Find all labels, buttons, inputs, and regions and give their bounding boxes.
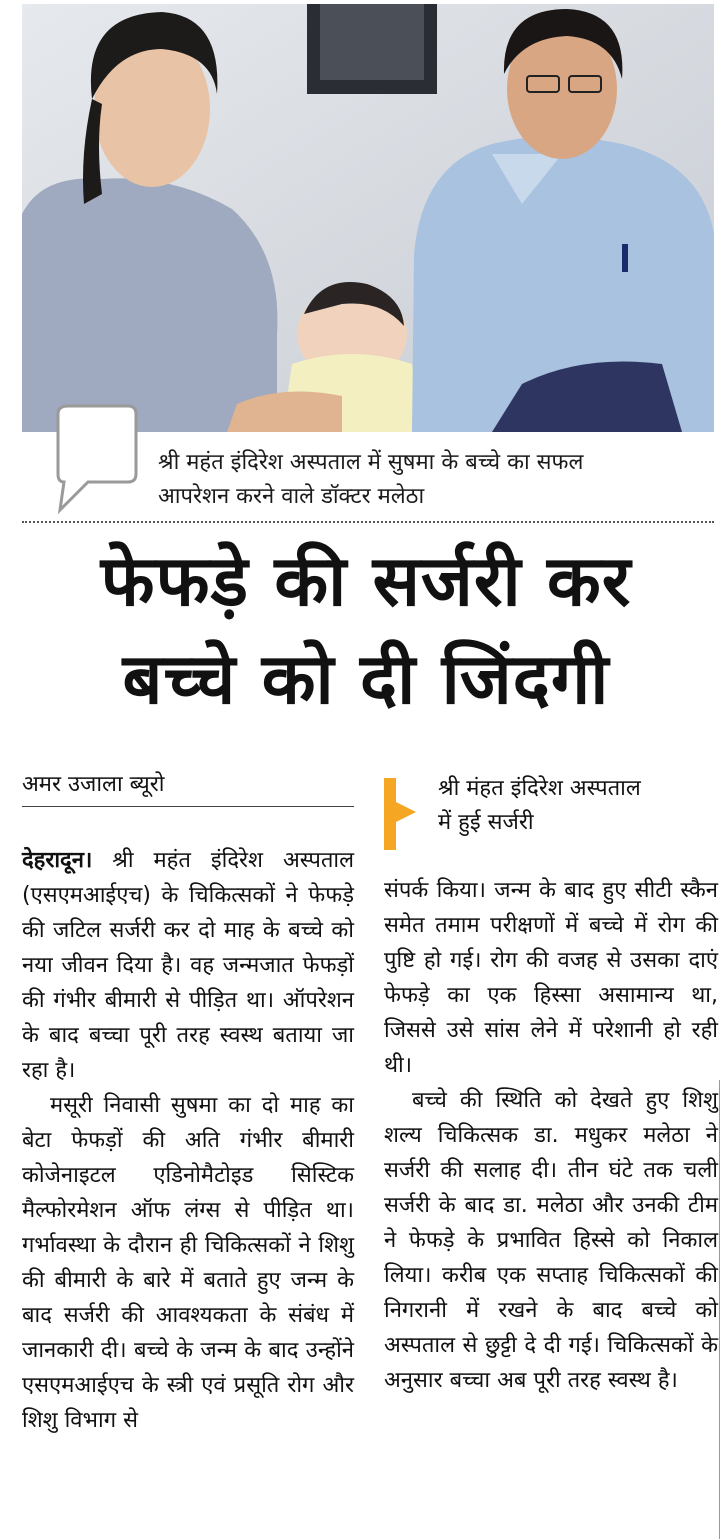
accent-bar-icon (382, 778, 422, 850)
speech-bubble-icon (54, 402, 140, 514)
section-divider (22, 521, 714, 523)
subheading-box (382, 772, 718, 852)
dateline: देहरादून। (22, 848, 93, 873)
subheading (438, 772, 718, 840)
news-photo (22, 4, 714, 432)
headline (16, 532, 716, 728)
article-paragraph-1-text: श्री महंत इंदिरेश अस्पताल (एसएमआईएच) के चिकित्सकों ने फेफड़े की जटिल सर्जरी कर दो माह के बच्चे को नया जीवन दिया है। वह जन्मजात फेफड़ों की गंभीर बीमारी से पीड़ित था। ऑपरेशन के बाद बच्चा पूरी तरह स्वस्थ बताया जा रहा है। (22, 848, 354, 1083)
caption-line-2: आपरेशन करने वाले डॉक्टर मलेठा (158, 484, 425, 509)
photo-image-icon (22, 4, 714, 432)
subheading-line-1: श्री मंहत इंदिरेश अस्पताल (438, 776, 641, 801)
headline-line-1: फेफड़े की सर्जरी कर (100, 540, 632, 622)
article-paragraph-1 (22, 843, 354, 1088)
article-column-right (384, 873, 718, 1398)
article-paragraph-4: बच्चे की स्थिति को देखते हुए शिशु शल्य चिकित्सक डा. मधुकर मलेठा ने सर्जरी की सलाह दी। तीन घंटे तक चली सर्जरी के बाद डा. मलेठा और उनकी टीम ने फेफड़े के प्रभावित हिस्से को निकाल लिया। करीब एक सप्ताह चिकित्सकों की निगरानी में रखने के बाद बच्चे को अस्पताल से छुट्टी दे दी गई। चिकित्सकों के अनुसार बच्चा अब पूरी तरह स्वस्थ है। (384, 1088, 718, 1393)
article-paragraph-3: संपर्क किया। जन्म के बाद हुए सीटी स्कैन समेत तमाम परीक्षणों में बच्चे में रोग की पुष्टि हो गई। रोग की वजह से उसका दाएं फेफड़े का एक हिस्सा असामान्य था, जिससे उसे सांस लेने में परेशानी हो रही थी। (384, 878, 718, 1078)
subheading-line-2: में हुई सर्जरी (438, 810, 534, 835)
caption-line-1: श्री महंत इंदिरेश अस्पताल में सुषमा के बच्चे का सफल (158, 450, 584, 475)
column-rule (719, 1080, 720, 1539)
article-paragraph-2: मसूरी निवासी सुषमा का दो माह का बेटा फेफड़ों की अति गंभीर बीमारी कोजेनाइटल एडिनोमैटोइड सिस्टिक मैल्फोरमेशन ऑफ लंग्स से पीड़ित था। गर्भावस्था के दौरान ही चिकित्सकों ने शिशु की बीमारी के बारे में बताते हुए जन्म के बाद सर्जरी की आवश्यकता के संबंध में जानकारी दी। बच्चे के जन्म के बाद उन्होंने एसएमआईएच के स्त्री एवं प्रसूति रोग और शिशु विभाग से (22, 1093, 354, 1433)
article-column-left (22, 843, 354, 1438)
photo-caption (158, 446, 718, 514)
byline: अमर उजाला ब्यूरो (22, 770, 354, 807)
headline-line-2: बच्चे को दी जिंदगी (122, 638, 610, 720)
